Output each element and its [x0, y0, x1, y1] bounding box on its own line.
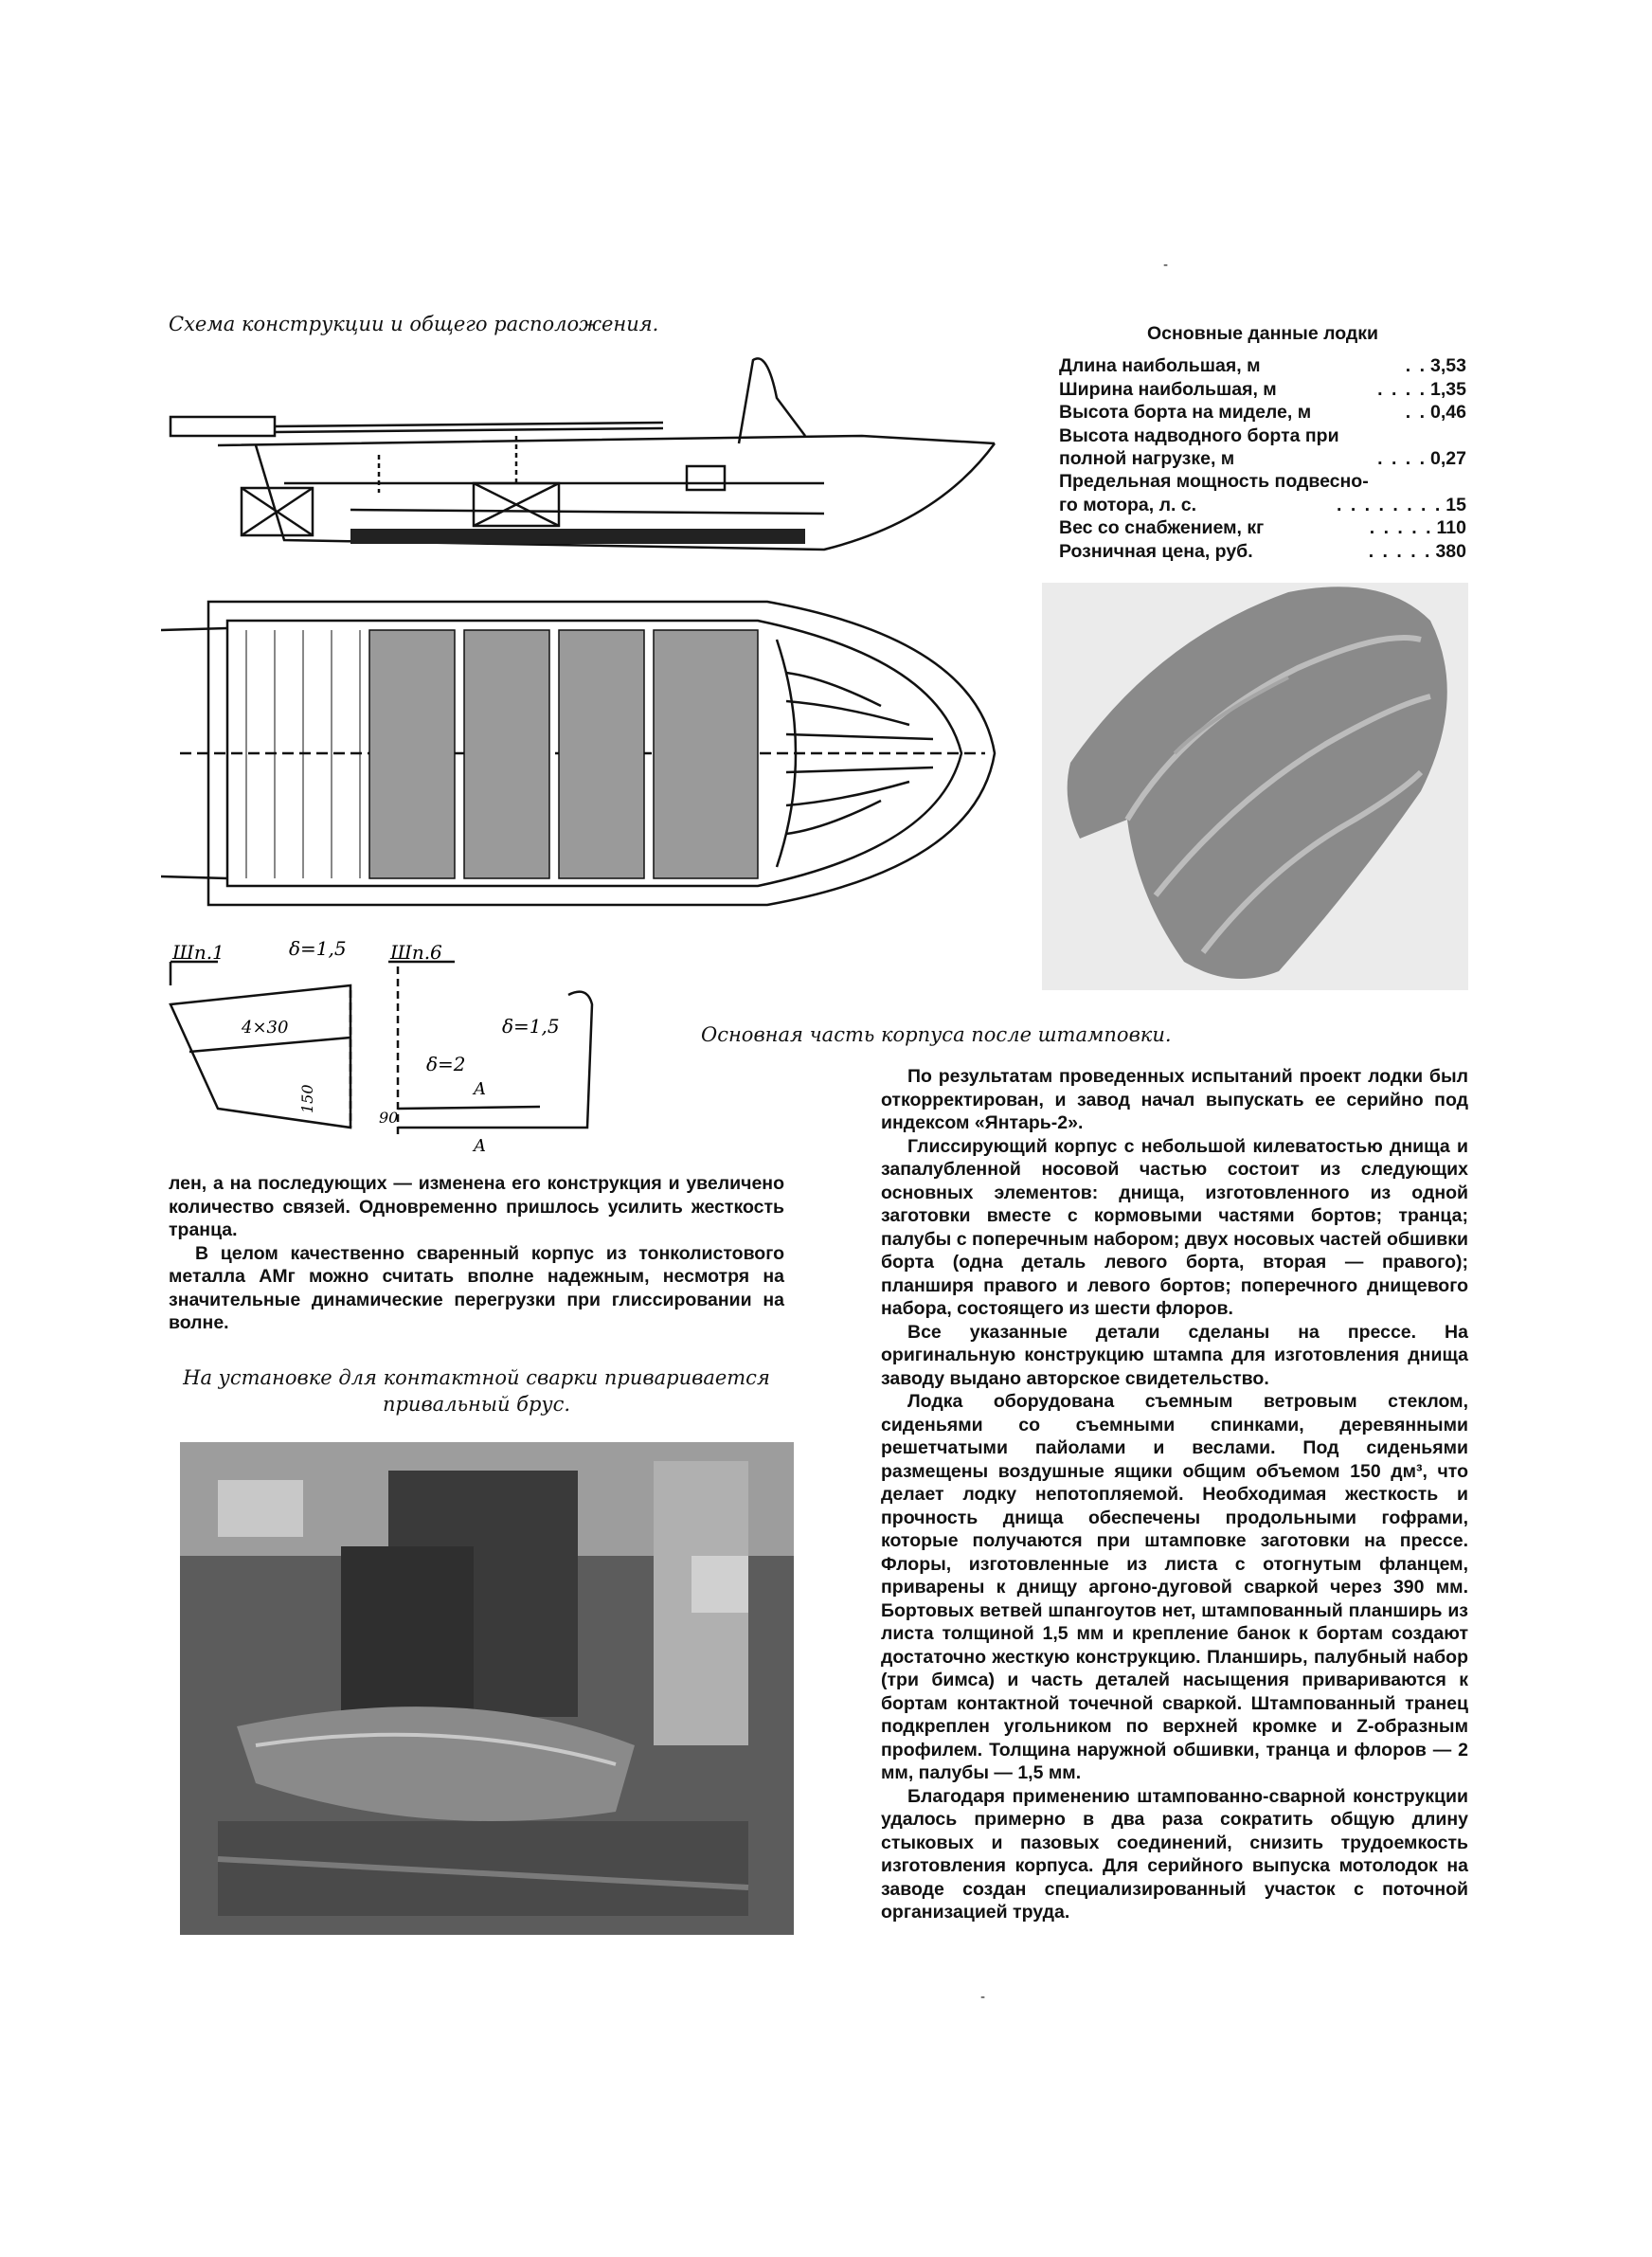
paragraph: Лодка оборудована съемным ветровым стеклом, сиденьями со съемными спинками, деревянными решетчатыми пайолами и веслами. Под сиденьями размещены воздушные ящики общим объемом 150 дм³, что делает лодку непотопляемой. Необходимая жесткость и прочность днища обеспечены продольными гофрами, которые получаются при штамповке заготовки на прессе. Флоры, изготовленные из листа с отогнутым фланцем, приварены к днищу аргоно-дуговой сваркой через 390 мм. Бортовых ветвей шпангоутов нет, штампованный планширь из листа толщиной 1,5 мм и крепление банок к бортам создают достаточно жесткую конструкцию. Планширь, палубный набор (три бимса) и часть деталей насыщения привариваются к бортам контактной точечной сваркой. Штампованный транец подкреплен угольником по верхней кромке и Z-образным профилем. Толщина наружной обшивки, транца и флоров — 2 мм, палубы — 1,5 мм.: [881, 1391, 1468, 1783]
welding-photo-image: [180, 1442, 794, 1935]
spec-dots: . . . . .: [1369, 517, 1433, 539]
spec-value: 110: [1436, 517, 1466, 539]
delta-2-label: δ=2: [426, 1053, 466, 1075]
hull-gunwale: [218, 436, 995, 445]
hull-keel-band: [350, 529, 805, 544]
spec-label: Розничная цена, руб.: [1059, 540, 1253, 562]
spec-value: 0,46: [1430, 402, 1466, 424]
spec-dots: . . . .: [1377, 448, 1428, 470]
paragraph: лен, а на последующих — изменена его конструкция и увеличено количество связей. Одновременно пришлось усилить жесткость транца.: [169, 1173, 784, 1240]
frame6-label: Шп.6: [390, 941, 442, 964]
oar-blade: [171, 417, 275, 436]
spec-dots: . . . . .: [1368, 540, 1432, 562]
floorboard-grid: [369, 630, 758, 878]
paragraph: По результатам проведенных испытаний проект лодки был откорректирован, и завод начал выпускать ее серийно под индексом «Янтарь-2».: [881, 1066, 1468, 1133]
spec-label: Высота борта на миделе, м: [1059, 402, 1312, 424]
spec-row: [1059, 470, 1466, 493]
spec-label: полной нагрузке, м: [1059, 448, 1235, 470]
frame1-label: Шп.1: [172, 941, 224, 964]
hull-photo-image: [1042, 583, 1468, 990]
spec-label: го мотора, л. с.: [1059, 494, 1197, 515]
spec-value: 1,35: [1430, 378, 1466, 400]
paragraph: В целом качественно сваренный корпус из тонколистового металла АМг можно считать вполне надежным, несмотря на значительные динамические перегрузки при глиссировании на волне.: [169, 1242, 784, 1333]
windshield: [739, 358, 805, 443]
scheme-caption: Схема конструкции и общего расположения.: [169, 313, 659, 335]
boat-plan-view-drawing: [161, 583, 1004, 924]
spec-value: 15: [1446, 494, 1466, 515]
spec-row: [1059, 378, 1466, 401]
spec-row: [1059, 516, 1466, 539]
spec-value: 3,53: [1430, 355, 1466, 377]
dim-4x30-label: 4×30: [242, 1018, 289, 1038]
paragraph: Все указанные детали сделаны на прессе. На оригинальную конструкцию штампа для изготовления днища заводу выдано авторское свидетельство.: [881, 1321, 1468, 1389]
welding-caption-line1: На установке для контактной сварки приваривается: [183, 1366, 770, 1389]
hull-photo-caption: Основная часть корпуса после штамповки.: [701, 1023, 1172, 1046]
dim-150-label: 150: [298, 1084, 316, 1113]
specs-title: Основные данные лодки: [1147, 323, 1378, 344]
spec-label: Высота надводного борта при: [1059, 424, 1339, 446]
spec-row: [1059, 447, 1466, 470]
spec-label: Предельная мощность подвесно-: [1059, 471, 1369, 493]
hull-photo: [1042, 583, 1468, 990]
spec-label: Ширина наибольшая, м: [1059, 378, 1277, 400]
welding-photo: [180, 1442, 794, 1935]
page-mark-top: -: [1163, 258, 1169, 273]
cut-a-top-label: A: [474, 1079, 486, 1099]
paragraph: Глиссирующий корпус с небольшой килеватостью днища и запалубленной носовой частью состоит из следующих основных элементов: днища, изготовленного из одной заготовки вместе с кормовыми частями бортов; транца; палубы с поперечным набором; двух носовых частей обшивки борта (одна деталь левого борта, вторая — правого); планширя правого и левого бортов; поперечного днищевого набора, состоящего из шести флоров.: [881, 1135, 1468, 1319]
spec-row: [1059, 424, 1466, 447]
spec-dots: . .: [1405, 402, 1428, 424]
welding-caption-line2: привальный брус.: [382, 1393, 571, 1416]
boat-side-view-drawing: [161, 341, 1004, 564]
delta-15-a-label: δ=1,5: [289, 938, 347, 960]
left-column-text: [169, 1172, 784, 1335]
spec-row: [1059, 354, 1466, 377]
paragraph: Благодаря применению штампованно-сварной конструкции удалось примерно в два раза сократить общую длину стыковых и пазовых соединений, снизить трудоемкость изготовления корпуса. Для серийного выпуска мотолодок на заводе создан специализированный участок с поточной организацией труда.: [881, 1785, 1468, 1923]
spec-dots: . . . . . . . .: [1337, 494, 1443, 515]
spec-row: [1059, 401, 1466, 424]
cut-a-bottom-label: A: [474, 1136, 486, 1156]
cross-section-drawings: [161, 938, 625, 1156]
spec-row: [1059, 494, 1466, 516]
specs-block: [1059, 322, 1466, 563]
frame1-section: [171, 985, 350, 1128]
page-mark-bottom: -: [980, 1990, 986, 2005]
spec-label: Вес со снабжением, кг: [1059, 517, 1265, 539]
delta-15-b-label: δ=1,5: [502, 1015, 560, 1038]
spec-value: 380: [1435, 540, 1466, 562]
spec-dots: . . . .: [1377, 378, 1428, 400]
right-column-text: [881, 1065, 1468, 1924]
spec-row: [1059, 540, 1466, 563]
dim-90-label: 90: [379, 1109, 399, 1127]
welding-photo-caption: [169, 1364, 784, 1417]
spec-label: Длина наибольшая, м: [1059, 355, 1261, 377]
spec-dots: . .: [1405, 355, 1428, 377]
spec-value: 0,27: [1430, 448, 1466, 470]
